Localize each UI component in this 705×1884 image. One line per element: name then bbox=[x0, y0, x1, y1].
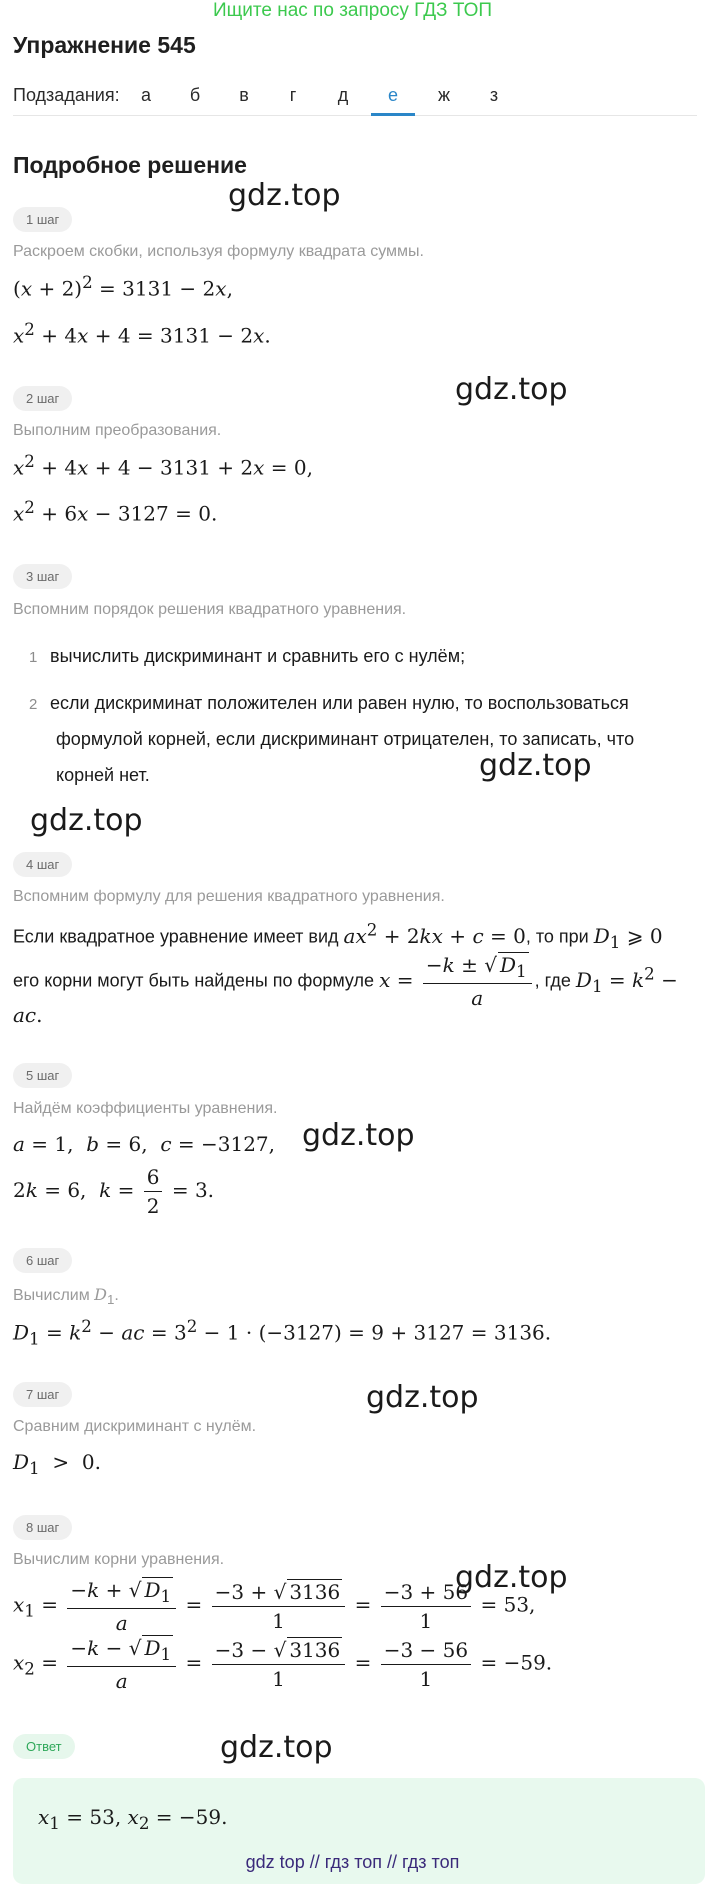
step-description: Вспомним формулу для решения квадратного уравнения. bbox=[13, 888, 445, 905]
watermark: gdz.top bbox=[479, 748, 592, 783]
list-item-continuation: корней нет. bbox=[56, 765, 150, 785]
math-line: a = 1, b = 6, c = −3127, bbox=[13, 1132, 276, 1156]
tab-subtask-z[interactable]: з bbox=[489, 85, 499, 105]
section-title: Подробное решение bbox=[13, 152, 247, 178]
step-badge: 8 шаг bbox=[13, 1515, 72, 1540]
step-badge: 1 шаг bbox=[13, 207, 72, 232]
watermark: gdz.top bbox=[302, 1118, 415, 1153]
list-item-number: 1 bbox=[29, 649, 38, 666]
tab-subtask-b[interactable]: б bbox=[189, 85, 201, 105]
step-badge: 7 шаг bbox=[13, 1382, 72, 1407]
step-badge: 4 шаг bbox=[13, 852, 72, 877]
math-line: $D_1 > 0$. bbox=[13, 1450, 101, 1478]
math-line: 2k = 6, k = $\frac{6}{2}$ = 3. bbox=[13, 1165, 215, 1218]
search-banner: Ищите нас по запросу ГДЗ ТОП bbox=[212, 0, 493, 21]
step-badge: 2 шаг bbox=[13, 386, 72, 411]
step-description: Вспомним порядок решения квадратного уравнения. bbox=[13, 601, 407, 618]
step-description: Сравним дискриминант с нулём. bbox=[13, 1418, 257, 1435]
list-item-continuation: формулой корней, если дискриминант отрицателен, то записать, что bbox=[56, 729, 635, 749]
tab-subtask-v[interactable]: в bbox=[239, 85, 249, 105]
step-description: Вычислим $D_1$. bbox=[13, 1285, 119, 1308]
math-line: $x^2 + 4x + 4 = 3131 - 2x$. bbox=[13, 320, 271, 348]
tab-subtask-d[interactable]: д bbox=[337, 85, 349, 105]
step-description: Вычислим корни уравнения. bbox=[13, 1551, 225, 1568]
math-line: ac. bbox=[13, 1003, 43, 1027]
watermark: gdz.top bbox=[220, 1730, 333, 1765]
watermark: gdz.top bbox=[30, 803, 143, 838]
list-item: вычислить дискриминант и сравнить его с нулём; bbox=[50, 646, 466, 666]
math-line: $x^2 + 6x - 3127 = 0$. bbox=[13, 498, 218, 526]
answer-math: $x_1 = 53$, $x_2 = -59$. bbox=[38, 1805, 228, 1833]
math-line: $(x + 2)^2 = 3131 - 2x$, bbox=[13, 273, 233, 301]
watermark: gdz.top bbox=[228, 178, 341, 213]
page-title: Упражнение 545 bbox=[13, 32, 196, 58]
list-item-number: 2 bbox=[29, 696, 38, 713]
tab-subtask-e[interactable]: е bbox=[371, 85, 415, 116]
formula-text: Если квадратное уравнение имеет вид $ax^2 + 2kx + c = 0$, то при $D_1$ ⩾ 0 bbox=[13, 920, 663, 952]
watermark: gdz.top bbox=[455, 372, 568, 407]
subtasks-label: Подзадания: bbox=[13, 85, 120, 105]
answer-badge: Ответ bbox=[13, 1734, 75, 1759]
tab-subtask-g[interactable]: г bbox=[289, 85, 297, 105]
tab-subtask-zh[interactable]: ж bbox=[437, 85, 451, 105]
formula-text: его корни могут быть найдены по формуле x = $\frac{-k \pm √ D_1}{a}$ , где $D_1 = k^2$ − bbox=[13, 953, 678, 1010]
math-line: $x_1$ = $\frac{-k + √ D_1}{a}$ = $\frac{-3 + √ 3136}{1}$ = $\frac{-3 + 56}{1}$ = 53, bbox=[13, 1578, 536, 1635]
math-line: $x^2 + 4x + 4 - 3131 + 2x = 0$, bbox=[13, 452, 313, 480]
subtasks-nav bbox=[13, 83, 697, 116]
watermark: gdz.top bbox=[366, 1380, 479, 1415]
tab-subtask-a[interactable]: а bbox=[140, 85, 151, 105]
step-description: Выполним преобразования. bbox=[13, 422, 222, 439]
footer-links[interactable]: gdz top // гдз топ // гдз топ bbox=[245, 1852, 460, 1872]
list-item: если дискриминат положителен или равен нулю, то воспользоваться bbox=[50, 693, 629, 713]
watermark: gdz.top bbox=[455, 1560, 568, 1595]
step-badge: 5 шаг bbox=[13, 1063, 72, 1088]
step-badge: 6 шаг bbox=[13, 1248, 72, 1273]
math-line: $D_1 = k^2$ − ac = $3^2 - 1 \cdot (-3127) = 9 + 3127 = 3136$. bbox=[13, 1317, 552, 1349]
step-description: Раскроем скобки, используя формулу квадрата суммы. bbox=[13, 243, 424, 260]
step-badge: 3 шаг bbox=[13, 564, 72, 589]
math-line: $x_2$ = $\frac{-k - √ D_1}{a}$ = $\frac{-3 - √ 3136}{1}$ = $\frac{-3 - 56}{1}$ = −59. bbox=[13, 1636, 553, 1693]
step-description: Найдём коэффициенты уравнения. bbox=[13, 1100, 278, 1117]
